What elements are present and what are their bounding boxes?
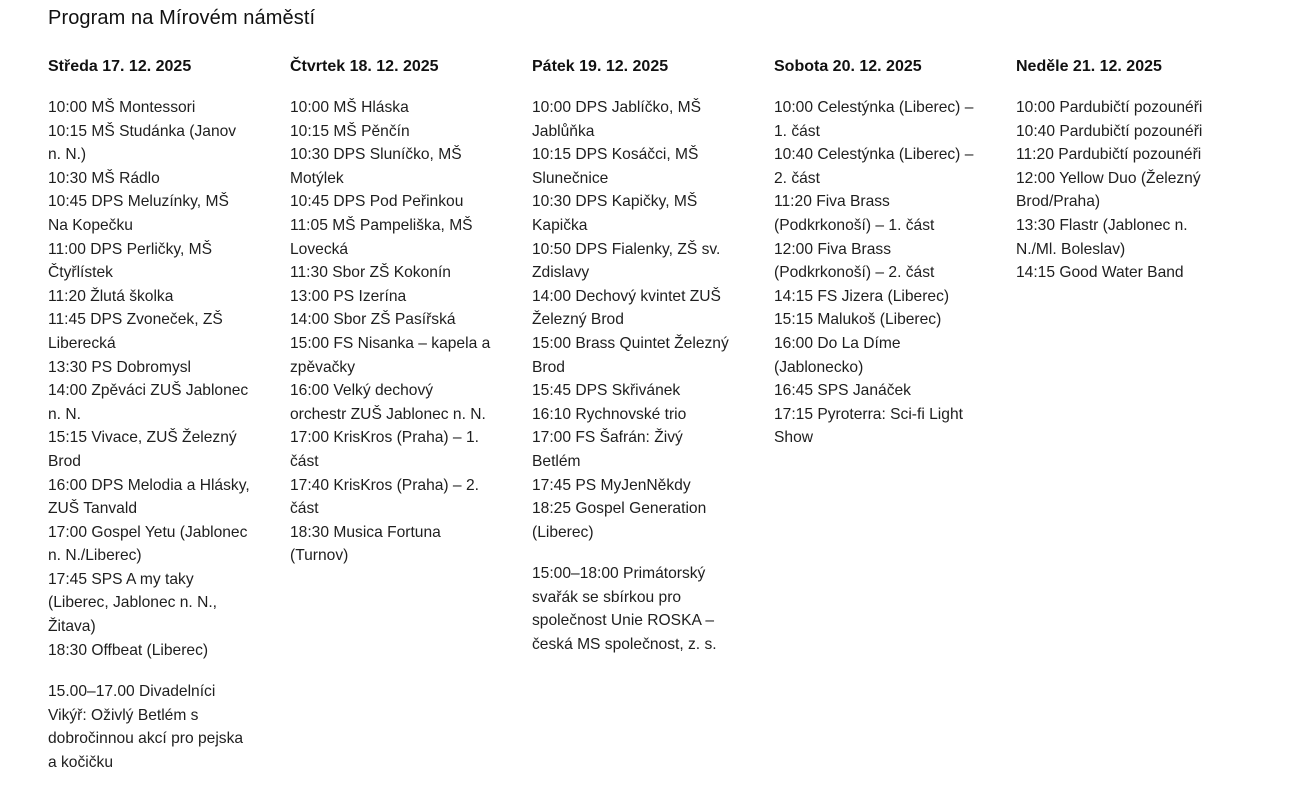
event-item: 11:20 Žlutá školka xyxy=(48,287,174,305)
event-item: 14:15 Good Water Band xyxy=(1016,264,1184,282)
event-item: 14:00 Zpěváci ZUŠ Jablonec n. N. xyxy=(48,382,249,423)
event-item: 10:00 DPS Jablíčko, MŠ Jablůňka xyxy=(532,99,702,140)
event-item: 18:30 Musica Fortuna (Turnov) xyxy=(290,523,441,565)
event-item: 14:15 FS Jizera (Liberec) xyxy=(774,287,950,305)
day-heading: Pátek 19. 12. 2025 xyxy=(532,58,669,75)
event-item: 15:15 Vivace, ZUŠ Železný Brod xyxy=(48,429,237,470)
program-columns xyxy=(48,55,1258,775)
event-item: 10:00 Pardubičtí pozounéři xyxy=(1016,99,1203,116)
event-item: 10:15 DPS Kosáčci, MŠ Slunečnice xyxy=(532,146,699,187)
day-column-sunday xyxy=(1016,55,1258,775)
event-item: 11:00 DPS Perličky, MŠ Čtyřlístek xyxy=(48,240,213,282)
event-item: 11:05 MŠ Pampeliška, MŠ Lovecká xyxy=(290,216,473,258)
day-heading: Čtvrtek 18. 12. 2025 xyxy=(290,58,439,75)
event-item: 12:00 Fiva Brass (Podkrkonoší) – 2. část xyxy=(774,240,935,282)
event-item: 11:30 Sbor ZŠ Kokonín xyxy=(290,264,451,282)
event-item: 10:15 MŠ Studánka (Janov n. N.) xyxy=(48,122,237,164)
day-column-thursday xyxy=(290,55,532,775)
event-item: 11:20 Pardubičtí pozounéři xyxy=(1016,146,1202,164)
event-item: 18:25 Gospel Generation (Liberec) xyxy=(532,500,707,541)
event-item: 10:30 DPS Kapičky, MŠ Kapička xyxy=(532,193,698,234)
event-item: 10:40 Pardubičtí pozounéři xyxy=(1016,122,1203,140)
event-item: 17:00 KrisKros (Praha) – 1. část xyxy=(290,429,479,470)
event-item: 14:00 Dechový kvintet ZUŠ Železný Brod xyxy=(532,287,721,329)
event-item: 10:15 MŠ Pěnčín xyxy=(290,122,410,140)
event-list xyxy=(532,96,734,544)
event-item: 13:00 PS Izerína xyxy=(290,287,407,305)
event-item: 10:45 DPS Pod Peřinkou xyxy=(290,193,464,211)
event-item: 17:45 SPS A my taky (Liberec, Jablonec n. N., Žitava) xyxy=(48,570,218,636)
event-item: 17:45 PS MyJenNěkdy xyxy=(532,476,691,494)
event-item: 18:30 Offbeat (Liberec) xyxy=(48,641,209,659)
page-title: Program na Mírovém náměstí xyxy=(48,7,316,29)
event-item: 17:00 FS Šafrán: Živý Betlém xyxy=(532,429,683,470)
event-item: 15:00 FS Nisanka – kapela a zpěvačky xyxy=(290,334,491,376)
event-item: 13:30 PS Dobromysl xyxy=(48,358,192,376)
special-event: 15.00–17.00 Divadelníci Vikýř: Oživlý Betlém s dobročinnou akcí pro pejska a kočičku xyxy=(48,683,244,772)
event-item: 16:45 SPS Janáček xyxy=(774,382,911,400)
event-item: 16:00 Velký dechový orchestr ZUŠ Jablonec n. N. xyxy=(290,382,486,423)
event-item: 17:00 Gospel Yetu (Jablonec n. N./Liberec) xyxy=(48,523,248,565)
day-heading: Neděle 21. 12. 2025 xyxy=(1016,58,1162,75)
event-item: 10:00 MŠ Montessori xyxy=(48,99,196,116)
event-item: 12:00 Yellow Duo (Železný Brod/Praha) xyxy=(1016,169,1201,211)
event-item: 16:00 Do La Díme (Jablonecko) xyxy=(774,334,901,376)
event-item: 13:30 Flastr (Jablonec n. N./Ml. Boleslav) xyxy=(1016,216,1188,258)
event-list xyxy=(48,96,250,662)
day-column-friday xyxy=(532,55,774,775)
event-item: 16:00 DPS Melodia a Hlásky, ZUŠ Tanvald xyxy=(48,476,250,518)
day-heading: Středa 17. 12. 2025 xyxy=(48,58,192,75)
day-heading: Sobota 20. 12. 2025 xyxy=(774,58,922,75)
event-item: 10:40 Celestýnka (Liberec) – 2. část xyxy=(774,146,974,187)
event-list xyxy=(1016,96,1218,285)
day-column-saturday xyxy=(774,55,1016,775)
event-item: 15:45 DPS Skřivánek xyxy=(532,382,681,400)
event-item: 10:50 DPS Fialenky, ZŠ sv. Zdislavy xyxy=(532,240,721,282)
event-item: 17:15 Pyroterra: Sci-fi Light Show xyxy=(774,405,963,447)
event-item: 10:30 DPS Sluníčko, MŠ Motýlek xyxy=(290,146,462,187)
special-event: 15:00–18:00 Primátorský svařák se sbírkou pro společnost Unie ROSKA – česká MS společnost, z. s. xyxy=(532,565,717,654)
event-item: 16:10 Rychnovské trio xyxy=(532,405,687,423)
event-item: 11:45 DPS Zvoneček, ZŠ Liberecká xyxy=(48,311,223,352)
day-column-wednesday xyxy=(48,55,290,775)
event-item: 10:00 MŠ Hláska xyxy=(290,99,409,116)
event-item: 15:00 Brass Quintet Železný Brod xyxy=(532,334,729,376)
event-item: 10:30 MŠ Rádlo xyxy=(48,169,160,187)
event-list xyxy=(290,96,492,568)
event-item: 15:15 Malukoš (Liberec) xyxy=(774,311,942,329)
event-item: 10:00 Celestýnka (Liberec) – 1. část xyxy=(774,99,974,140)
event-list xyxy=(774,96,976,450)
event-item: 11:20 Fiva Brass (Podkrkonoší) – 1. část xyxy=(774,193,935,234)
event-item: 10:45 DPS Meluzínky, MŠ Na Kopečku xyxy=(48,193,229,234)
event-item: 17:40 KrisKros (Praha) – 2. část xyxy=(290,476,479,518)
event-item: 14:00 Sbor ZŠ Pasířská xyxy=(290,311,456,329)
